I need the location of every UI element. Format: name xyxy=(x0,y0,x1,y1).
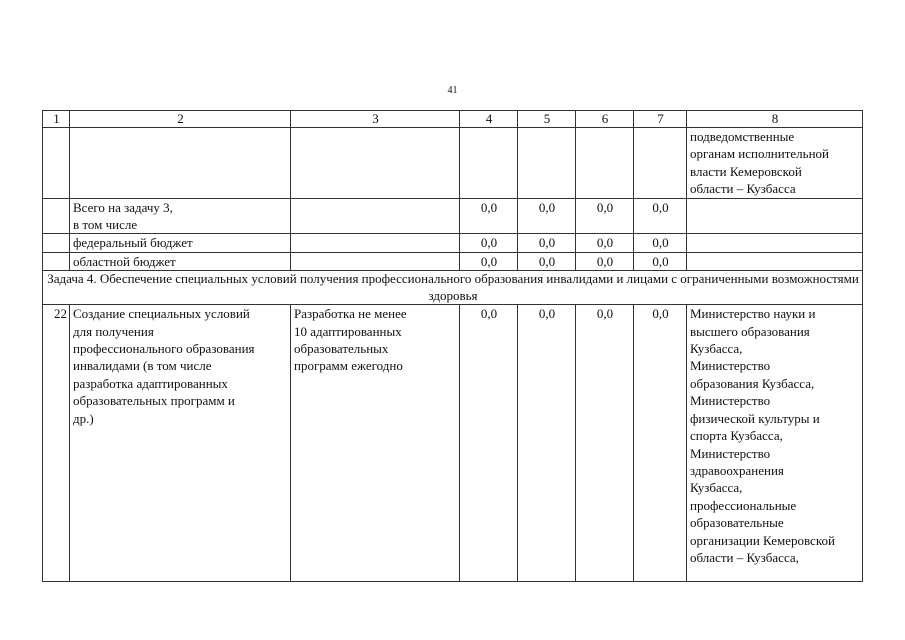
executor-continuation: подведомственные органам исполнительной власти Кемеровской области – Кузбасса xyxy=(687,128,863,199)
total-label: Всего на задачу 3, в том числе xyxy=(70,198,291,234)
row-22-result: Разработка не менее 10 адаптированных образовательных программ ежегодно xyxy=(291,305,460,582)
header-cell-4: 4 xyxy=(460,111,518,128)
row-22-value-1: 0,0 xyxy=(460,305,518,582)
page-number: 41 xyxy=(447,85,458,96)
regional-value-3: 0,0 xyxy=(576,252,634,270)
header-row xyxy=(43,111,863,128)
task-4-row xyxy=(43,271,863,305)
header-cell-8: 8 xyxy=(687,111,863,128)
federal-budget-row xyxy=(43,234,863,252)
federal-label: федеральный бюджет xyxy=(70,234,291,252)
federal-value-1: 0,0 xyxy=(460,234,518,252)
header-cell-3: 3 xyxy=(291,111,460,128)
total-value-3: 0,0 xyxy=(576,198,634,234)
row-22 xyxy=(43,305,863,582)
regional-value-1: 0,0 xyxy=(460,252,518,270)
row-22-value-4: 0,0 xyxy=(634,305,687,582)
regional-label: областной бюджет xyxy=(70,252,291,270)
row-22-value-2: 0,0 xyxy=(518,305,576,582)
regional-value-2: 0,0 xyxy=(518,252,576,270)
row-22-number: 22 xyxy=(43,305,70,582)
federal-value-4: 0,0 xyxy=(634,234,687,252)
total-value-2: 0,0 xyxy=(518,198,576,234)
total-row xyxy=(43,198,863,234)
federal-value-2: 0,0 xyxy=(518,234,576,252)
task-4-title: Задача 4. Обеспечение специальных условий получения профессионального образования инвалидами и лицами с ограниченными возможностями здоровья xyxy=(43,271,863,305)
total-value-4: 0,0 xyxy=(634,198,687,234)
header-cell-6: 6 xyxy=(576,111,634,128)
header-cell-7: 7 xyxy=(634,111,687,128)
row-22-executor: Министерство науки и высшего образования Кузбасса, Министерство образования Кузбасса, Министерство физической культуры и спорта Кузбасса, Министерство здравоохранения Кузбасса, профессиональные образовательные организации Кемеровской области – Кузбасса, xyxy=(687,305,863,582)
regional-budget-row xyxy=(43,252,863,270)
row-22-value-3: 0,0 xyxy=(576,305,634,582)
federal-value-3: 0,0 xyxy=(576,234,634,252)
header-cell-1: 1 xyxy=(43,111,70,128)
continuation-row xyxy=(43,128,863,199)
total-value-1: 0,0 xyxy=(460,198,518,234)
program-table xyxy=(42,110,863,582)
header-cell-5: 5 xyxy=(518,111,576,128)
regional-value-4: 0,0 xyxy=(634,252,687,270)
header-cell-2: 2 xyxy=(70,111,291,128)
row-22-activity: Создание специальных условий для получения профессионального образования инвалидами (в том числе разработка адаптированных образовательных программ и др.) xyxy=(70,305,291,582)
